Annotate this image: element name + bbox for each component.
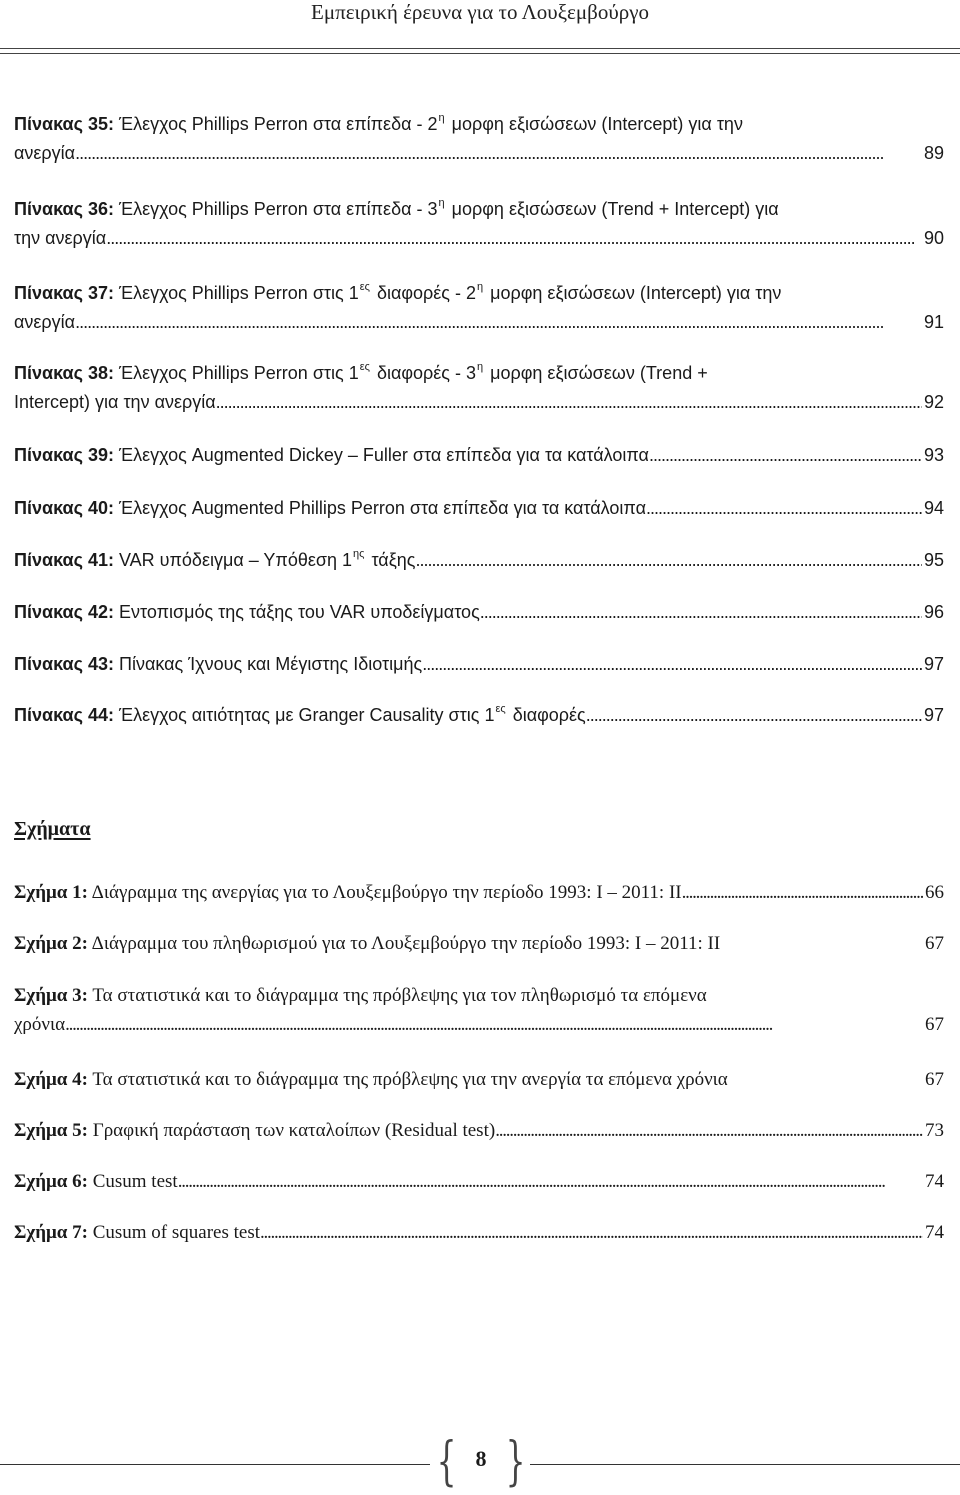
- toc-entry-figure-6[interactable]: Σχήμα 6: Cusum test . . . 74: [14, 1167, 944, 1196]
- footer-rule-right: [530, 1464, 960, 1465]
- toc-entry-figure-5[interactable]: Σχήμα 5: Γραφική παράσταση των καταλοίπων (Residual test) . . . 73: [14, 1116, 944, 1145]
- page-number: 96: [923, 602, 944, 622]
- entry-label: Πίνακας 37:: [14, 283, 114, 303]
- toc-entry-table-40[interactable]: Πίνακας 40: Έλεγχος Augmented Phillips Perron στα επίπεδα για τα κατάλοιπα . . . 94: [14, 494, 944, 523]
- entry-label: Σχήμα 7:: [14, 1222, 88, 1243]
- leader-dots: [415, 546, 922, 575]
- page-number: 93: [923, 445, 944, 465]
- entry-label: Πίνακας 42:: [14, 602, 114, 622]
- entry-label: Σχήμα 6:: [14, 1171, 88, 1192]
- page-number: 91: [923, 312, 944, 332]
- toc-entry-figure-3[interactable]: Σχήμα 3: Τα στατιστικά και το διάγραμμα της πρόβλεψης για τον πληθωρισμό τα επόμενα χρόνια . . . 67: [14, 981, 944, 1039]
- toc-entry-table-36[interactable]: Πίνακας 36: Έλεγχος Phillips Perron στα επίπεδα - $3^\eta$ μορφη εξισώσεων (Trend + Intercept) για την ανεργία . . . 90: [14, 195, 944, 253]
- page-number: 67: [925, 1069, 944, 1090]
- header-rule-top: [0, 48, 960, 49]
- leader-dots: [65, 1010, 923, 1039]
- entry-label: Σχήμα 4:: [14, 1069, 88, 1090]
- leader-dots: [216, 388, 922, 417]
- page-number: 89: [923, 143, 944, 163]
- page-number: 67: [925, 1014, 944, 1035]
- page-number: 74: [925, 1171, 944, 1192]
- toc-entry-table-44[interactable]: Πίνακας 44: Έλεγχος αιτιότητας με Granger Causality στις $1^{\varepsilon\varsigma}$ διαφορές . . . 97: [14, 701, 944, 730]
- page-number: 92: [923, 392, 944, 412]
- page-number: 94: [923, 498, 944, 518]
- entry-label: Πίνακας 44:: [14, 705, 114, 725]
- leader-dots: [75, 308, 922, 337]
- entry-label: Πίνακας 38:: [14, 363, 114, 383]
- entry-label: Πίνακας 43:: [14, 654, 114, 674]
- toc-entry-figure-4[interactable]: Σχήμα 4: Τα στατιστικά και το διάγραμμα της πρόβλεψης για την ανεργία τα επόμενα χρόνια 67: [14, 1065, 944, 1094]
- toc-entry-figure-1[interactable]: Σχήμα 1: Διάγραμμα της ανεργίας για το Λουξεμβούργο την περίοδο 1993: I – 2011: II . . . 66: [14, 878, 944, 907]
- figures-section-title: Σχήματα: [14, 818, 91, 840]
- entry-label: Σχήμα 2:: [14, 933, 88, 954]
- leader-dots: [106, 224, 922, 253]
- footer-page-box: [434, 1432, 528, 1492]
- toc-entry-figure-2[interactable]: Σχήμα 2: Διάγραμμα του πληθωρισμού για το Λουξεμβούργο την περίοδο 1993: I – 2011: II 67: [14, 929, 944, 958]
- entry-label: Πίνακας 40:: [14, 498, 114, 518]
- leader-dots: [649, 441, 922, 470]
- toc-entry-table-35[interactable]: Πίνακας 35: Έλεγχος Phillips Perron στα επίπεδα - $2^\eta$ μορφη εξισώσεων (Intercept) για την ανεργία . . . 89: [14, 110, 944, 168]
- header-rule-bottom: [0, 53, 960, 54]
- entry-label: Σχήμα 5:: [14, 1120, 88, 1141]
- entry-label: Πίνακας 41:: [14, 550, 114, 570]
- running-header: Εμπειρική έρευνα για το Λουξεμβούργο: [311, 0, 649, 24]
- page-number: 67: [925, 933, 944, 954]
- leader-dots: [178, 1167, 923, 1196]
- leader-dots: [682, 878, 923, 907]
- toc-entry-table-43[interactable]: Πίνακας 43: Πίνακας Ίχνους και Μέγιστης Ιδιοτιμής . . . 97: [14, 650, 944, 679]
- page-number: 97: [923, 654, 944, 674]
- toc-entry-table-38[interactable]: Πίνακας 38: Έλεγχος Phillips Perron στις $1^{\varepsilon\varsigma}$ διαφορές - $3^\eta$ μορφη εξισώσεων (Trend + Intercept) για την ανεργία . . . 92: [14, 359, 944, 417]
- page-number: 90: [923, 228, 944, 248]
- toc-entry-table-37[interactable]: Πίνακας 37: Έλεγχος Phillips Perron στις $1^{\varepsilon\varsigma}$ διαφορές - $2^\eta$ μορφη εξισώσεων (Intercept) για την ανεργία . . . 91: [14, 279, 944, 337]
- leader-dots: [422, 650, 922, 679]
- page-number: 66: [925, 882, 944, 903]
- leader-dots: [480, 598, 922, 627]
- footer-rule-left: [0, 1464, 430, 1465]
- entry-label: Σχήμα 1:: [14, 882, 88, 903]
- page-number: 97: [923, 705, 944, 725]
- entry-label: Σχήμα 3:: [14, 985, 88, 1006]
- toc-entry-figure-7[interactable]: Σχήμα 7: Cusum of squares test . . . 74: [14, 1218, 944, 1247]
- footer-page-number: 8: [475, 1446, 487, 1471]
- leader-dots: [495, 1116, 923, 1145]
- right-brace-icon: }: [505, 1432, 526, 1492]
- page-number: 74: [925, 1222, 944, 1243]
- entry-label: Πίνακας 39:: [14, 445, 114, 465]
- left-brace-icon: {: [436, 1432, 457, 1492]
- page-number: 73: [925, 1120, 944, 1141]
- leader-dots: [75, 139, 922, 168]
- leader-dots: [260, 1218, 923, 1247]
- toc-entry-table-39[interactable]: Πίνακας 39: Έλεγχος Augmented Dickey – Fuller στα επίπεδα για τα κατάλοιπα . . . 93: [14, 441, 944, 470]
- entry-label: Πίνακας 36:: [14, 199, 114, 219]
- page-number: 95: [923, 550, 944, 570]
- toc-entry-table-42[interactable]: Πίνακας 42: Εντοπισμός της τάξης του VAR υποδείγματος . . . 96: [14, 598, 944, 627]
- leader-dots: [586, 701, 922, 730]
- toc-entry-table-41[interactable]: Πίνακας 41: VAR υπόδειγμα – Υπόθεση $1^{\eta\varsigma}$ τάξης . . . 95: [14, 546, 944, 575]
- leader-dots: [646, 494, 922, 523]
- entry-label: Πίνακας 35:: [14, 114, 114, 134]
